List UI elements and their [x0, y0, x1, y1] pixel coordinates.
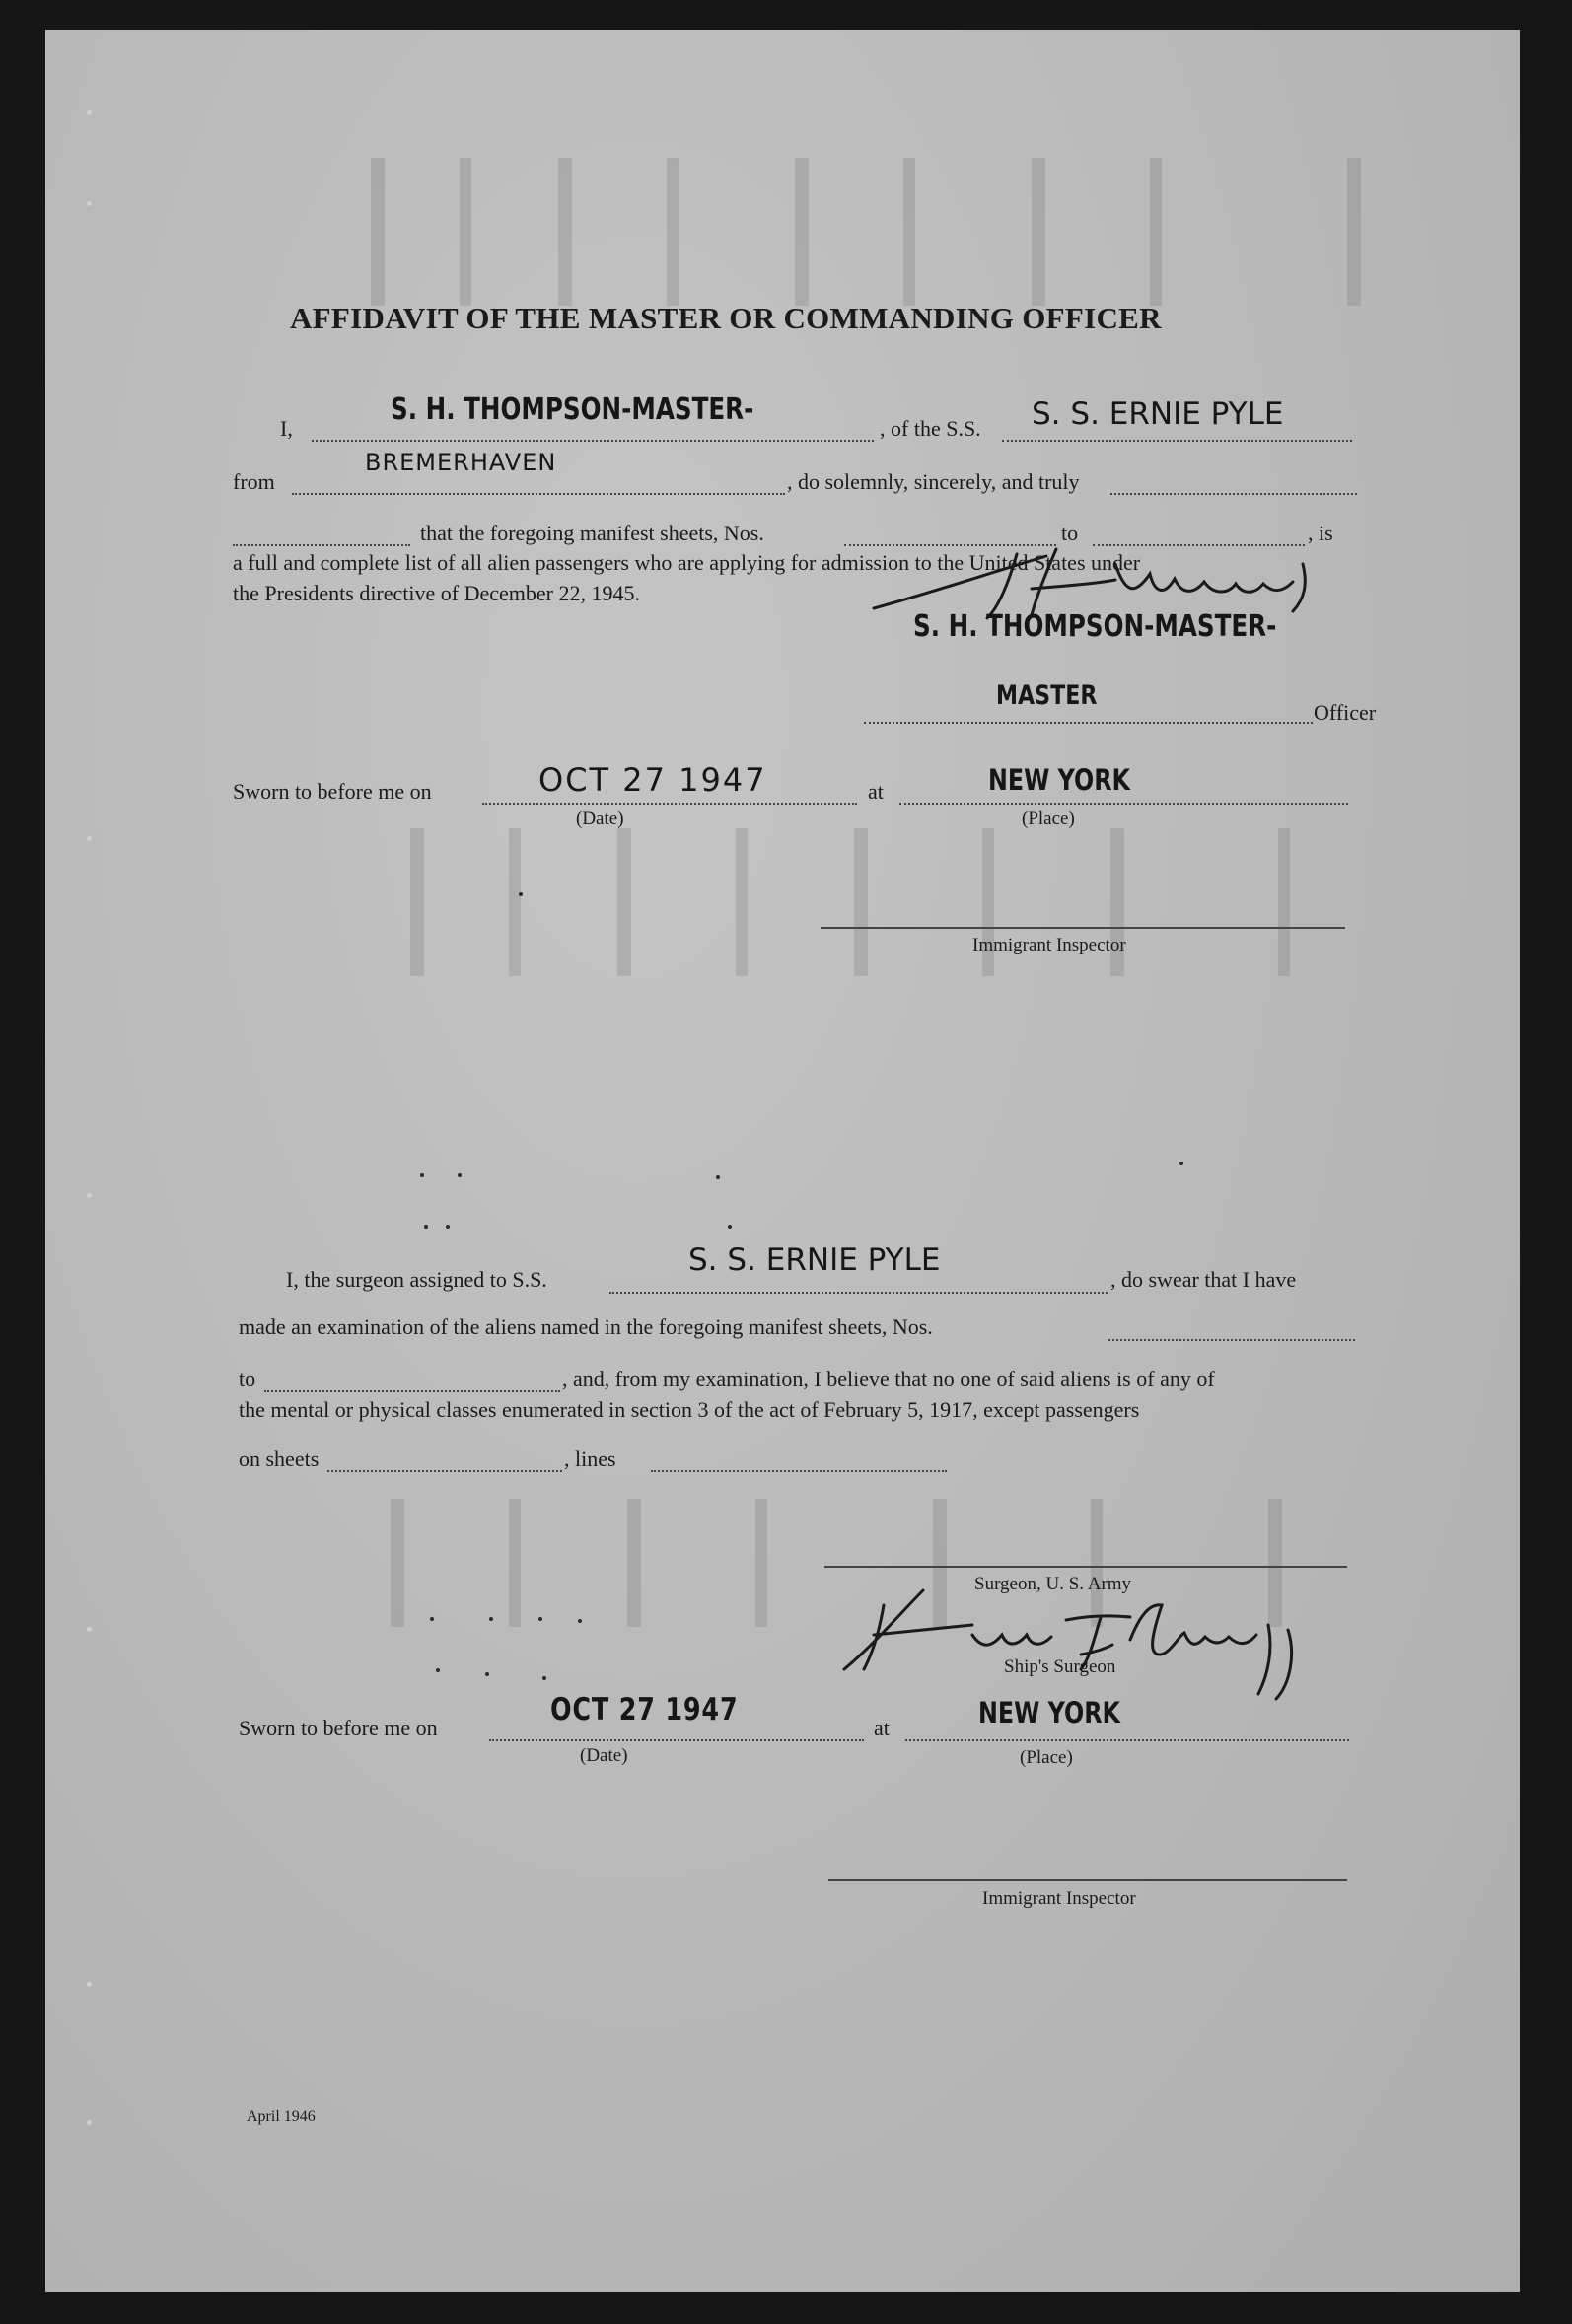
scan-margin-mark	[87, 2120, 92, 2125]
master-sworn-date-stamp: OCT 27 1947	[538, 761, 767, 799]
army-surgeon-signature-line	[824, 1566, 1347, 1568]
surgeon-sworn-date-field	[489, 1739, 864, 1741]
surgeon-ship-field	[609, 1292, 1108, 1294]
rank-stamp: MASTER	[996, 680, 1098, 711]
master-line3-c: , is	[1308, 521, 1333, 545]
surgeon-place-caption: (Place)	[1020, 1747, 1073, 1768]
truly-field	[1110, 493, 1357, 495]
surgeon-ship-stamp: S. S. ERNIE PYLE	[688, 1242, 941, 1278]
scan-speck	[430, 1617, 434, 1621]
master-place-caption: (Place)	[1022, 809, 1075, 829]
scan-speck	[436, 1668, 440, 1672]
ship-field	[1002, 440, 1352, 442]
port-stamp: BREMERHAVEN	[365, 449, 557, 476]
surgeon-line1-suffix: , do swear that I have	[1110, 1267, 1297, 1292]
scan-margin-mark	[87, 110, 92, 115]
ship-surgeon-signature	[834, 1576, 1327, 1704]
officer-rank-field	[864, 722, 1313, 724]
surgeon-line3-suffix: , and, from my examination, I believe that no one of said aliens is of any of	[562, 1367, 1215, 1391]
surgeon-sworn-date-stamp: OCT 27 1947	[550, 1692, 739, 1727]
scan-speck	[1179, 1162, 1183, 1165]
surgeon-date-caption: (Date)	[580, 1745, 628, 1766]
scan-speck	[489, 1617, 493, 1621]
form-footer-date: April 1946	[247, 2108, 316, 2125]
scan-margin-mark	[87, 1982, 92, 1987]
surgeon-sworn-place-stamp: NEW YORK	[978, 1696, 1120, 1729]
surgeon-sworn-place-field	[905, 1739, 1349, 1741]
scan-speck	[458, 1173, 462, 1177]
surgeon-line3-prefix: to	[239, 1367, 256, 1391]
scan-margin-mark	[87, 1627, 92, 1632]
master-line3-b: to	[1061, 521, 1079, 545]
master-sworn-label: Sworn to before me on	[233, 779, 432, 804]
master-sworn-date-field	[482, 803, 857, 805]
surgeon-nos-field	[1108, 1339, 1355, 1341]
surgeon-inspector-signature-line	[828, 1879, 1347, 1881]
master-line1-prefix: I,	[280, 416, 293, 441]
surgeon-at-label: at	[874, 1716, 890, 1740]
master-sworn-place-field	[899, 803, 1348, 805]
master-date-caption: (Date)	[576, 809, 624, 829]
scan-margin-mark	[87, 1193, 92, 1198]
master-line4: a full and complete list of all alien passengers who are applying for admission to the United States under	[233, 550, 1141, 575]
port-field	[292, 493, 785, 495]
surgeon-inspector-label: Immigrant Inspector	[982, 1888, 1136, 1909]
master-at-label: at	[868, 779, 884, 804]
surgeon-line4: the mental or physical classes enumerated in section 3 of the act of February 5, 1917, except passengers	[239, 1397, 1140, 1422]
scan-margin-mark	[87, 201, 92, 206]
master-name-sig-stamp: S. H. THOMPSON-MASTER-	[913, 609, 1277, 644]
surgeon-lines-field	[651, 1470, 947, 1472]
scan-speck	[716, 1175, 720, 1179]
scan-speck	[424, 1225, 428, 1229]
form-title: AFFIDAVIT OF THE MASTER OR COMMANDING OFFICER	[290, 301, 1162, 335]
scan-speck	[538, 1617, 542, 1621]
bleed-through-texture	[45, 30, 1520, 2292]
master-inspector-signature-line	[821, 927, 1345, 929]
ship-stamp: S. S. ERNIE PYLE	[1032, 396, 1284, 432]
scan-speck	[446, 1225, 450, 1229]
master-name-field	[312, 440, 874, 442]
master-line2-mid: , do solemnly, sincerely, and truly	[787, 469, 1080, 494]
master-line3-a: that the foregoing manifest sheets, Nos.	[420, 521, 764, 545]
master-sworn-place-stamp: NEW YORK	[988, 763, 1130, 797]
surgeon-line2: made an examination of the aliens named in the foregoing manifest sheets, Nos.	[239, 1314, 933, 1339]
surgeon-line1-prefix: I, the surgeon assigned to S.S.	[286, 1267, 547, 1292]
master-inspector-label: Immigrant Inspector	[972, 935, 1126, 955]
scan-speck	[578, 1619, 582, 1623]
surgeon-sheets-field	[327, 1470, 562, 1472]
master-line5: the Presidents directive of December 22, 1945.	[233, 581, 640, 605]
officer-label: Officer	[1314, 700, 1377, 725]
master-name-stamp: S. H. THOMPSON-MASTER-	[391, 392, 754, 427]
surgeon-to-field	[264, 1390, 560, 1392]
scan-speck	[542, 1676, 546, 1680]
scan-speck	[728, 1225, 732, 1229]
master-line1-mid: , of the S.S.	[880, 416, 981, 441]
surgeon-line5-a: on sheets	[239, 1446, 320, 1471]
scan-speck	[519, 892, 523, 896]
surgeon-sworn-label: Sworn to before me on	[239, 1716, 438, 1740]
army-surgeon-label: Surgeon, U. S. Army	[974, 1574, 1132, 1594]
scan-margin-mark	[87, 836, 92, 841]
scan-speck	[420, 1173, 424, 1177]
master-line2-prefix: from	[233, 469, 275, 494]
ship-surgeon-label: Ship's Surgeon	[1004, 1656, 1116, 1677]
scan-speck	[485, 1672, 489, 1676]
surgeon-line5-b: , lines	[564, 1446, 616, 1471]
nos-prefix-field	[233, 544, 410, 546]
affidavit-form	[45, 30, 1520, 2292]
